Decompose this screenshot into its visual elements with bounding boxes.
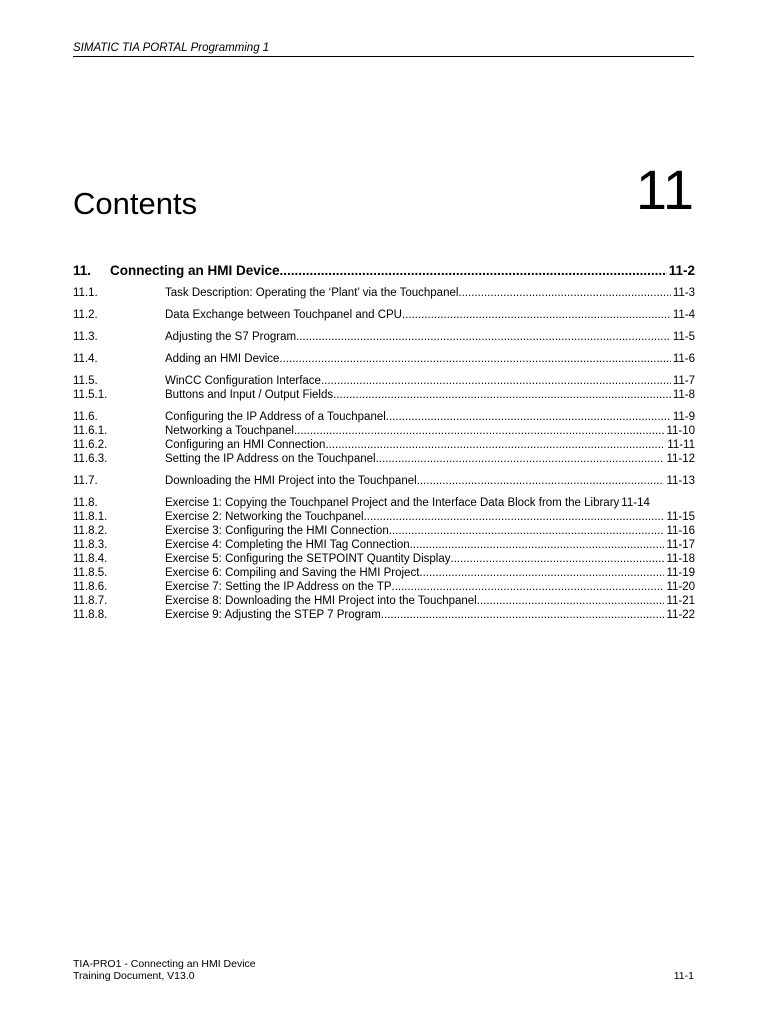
toc-number: 11.8.8. — [73, 609, 108, 621]
footer-left — [73, 958, 256, 982]
toc-number: 11.6.3. — [73, 453, 108, 465]
toc-leader — [364, 510, 665, 524]
toc-entry — [73, 424, 695, 438]
toc-leader — [419, 566, 664, 580]
toc-leader — [392, 580, 665, 594]
toc-entry — [73, 524, 695, 538]
toc-entry — [73, 388, 695, 402]
toc-page: 11-19 — [666, 567, 695, 579]
toc-number: 11.8.5. — [73, 567, 108, 579]
toc-number: 11.8.2. — [73, 525, 108, 537]
toc-entry — [73, 552, 695, 566]
toc-entry — [73, 352, 695, 366]
toc-leader — [381, 608, 665, 622]
toc-number: 11.5. — [73, 375, 98, 387]
toc-leader — [376, 452, 665, 466]
toc-number: 11.8.3. — [73, 539, 108, 551]
toc-page: 11-22 — [666, 609, 695, 621]
toc-page: 11-2 — [668, 263, 695, 278]
toc-page: 11-11 — [667, 439, 695, 451]
toc-number: 11.8.4. — [73, 553, 108, 565]
toc-title: Exercise 3: Configuring the HMI Connection — [165, 525, 389, 537]
toc-page: 11-13 — [666, 475, 695, 487]
toc-main-entry — [73, 262, 695, 280]
toc-leader — [386, 410, 671, 424]
toc-number: 11. — [73, 263, 92, 278]
toc-entry — [73, 308, 695, 322]
toc-title: Adjusting the S7 Program — [165, 331, 297, 343]
toc-entry — [73, 452, 695, 466]
toc-number: 11.8.7. — [73, 595, 108, 607]
toc-number: 11.5.1. — [73, 389, 108, 401]
toc-entry — [73, 330, 695, 344]
toc-leader — [294, 424, 665, 438]
toc-number: 11.6.2. — [73, 439, 108, 451]
toc-title: Task Description: Operating the ‘Plant’ via the Touchpanel — [165, 287, 459, 299]
footer-doc: Training Document, V13.0 — [73, 970, 195, 982]
toc-page: 11-15 — [666, 511, 695, 523]
header-rule — [73, 56, 694, 57]
toc-title: Configuring the IP Address of a Touchpanel — [165, 411, 386, 423]
table-of-contents — [73, 262, 695, 622]
toc-entry — [73, 286, 695, 300]
toc-page: 11-7 — [672, 375, 695, 387]
toc-page: 11-9 — [672, 411, 695, 423]
toc-leader — [451, 552, 665, 566]
toc-page: 11-18 — [666, 553, 695, 565]
toc-title: Setting the IP Address on the Touchpanel — [165, 453, 376, 465]
toc-leader — [279, 352, 670, 366]
toc-page: 11-10 — [666, 425, 695, 437]
toc-title: Adding an HMI Device — [165, 353, 280, 365]
toc-leader — [458, 286, 670, 300]
toc-page: 11-8 — [672, 389, 695, 401]
toc-leader — [477, 594, 665, 608]
toc-page: 11-17 — [666, 539, 695, 551]
toc-entry — [73, 496, 695, 510]
toc-title: Configuring an HMI Connection — [165, 439, 326, 451]
toc-page: 11-5 — [672, 331, 695, 343]
page-title: Contents — [73, 186, 198, 221]
toc-leader — [410, 538, 665, 552]
toc-page: 11-16 — [666, 525, 695, 537]
toc-entry — [73, 474, 695, 488]
toc-title: Exercise 6: Compiling and Saving the HMI Project — [165, 567, 420, 579]
toc-number: 11.1. — [73, 287, 98, 299]
toc-number: 11.8. — [73, 497, 98, 509]
toc-page: 11-4 — [672, 309, 695, 321]
toc-page: 11-20 — [666, 581, 695, 593]
running-header: SIMATIC TIA PORTAL Programming 1 — [73, 42, 270, 54]
toc-page: 11-6 — [672, 353, 695, 365]
toc-title: Networking a Touchpanel — [165, 425, 294, 437]
toc-entry — [73, 580, 695, 594]
toc-number: 11.8.6. — [73, 581, 108, 593]
toc-leader — [325, 438, 665, 452]
toc-number: 11.6.1. — [73, 425, 108, 437]
toc-entry — [73, 510, 695, 524]
toc-title: Exercise 4: Completing the HMI Tag Connection — [165, 539, 410, 551]
toc-leader — [321, 374, 671, 388]
toc-leader — [417, 474, 665, 488]
toc-title: Exercise 7: Setting the IP Address on the TP — [165, 581, 392, 593]
toc-page: 11-3 — [672, 287, 695, 299]
toc-entry — [73, 438, 695, 452]
toc-number: 11.6. — [73, 411, 98, 423]
toc-number: 11.4. — [73, 353, 98, 365]
toc-page: 11-21 — [666, 595, 695, 607]
toc-leader — [280, 262, 667, 280]
toc-title: Exercise 2: Networking the Touchpanel — [165, 511, 364, 523]
toc-entry — [73, 594, 695, 608]
toc-title: Downloading the HMI Project into the Touchpanel — [165, 475, 417, 487]
footer-course: TIA-PRO1 - Connecting an HMI Device — [73, 958, 256, 970]
toc-leader — [333, 388, 671, 402]
toc-title: Exercise 8: Downloading the HMI Project into the Touchpanel — [165, 595, 477, 607]
toc-leader — [296, 330, 671, 344]
toc-title: WinCC Configuration Interface — [165, 375, 321, 387]
toc-title: Exercise 5: Configuring the SETPOINT Quantity Display — [165, 553, 451, 565]
toc-title: Exercise 9: Adjusting the STEP 7 Program — [165, 609, 381, 621]
toc-entry — [73, 374, 695, 388]
chapter-number: 11 — [635, 158, 694, 221]
toc-entry — [73, 566, 695, 580]
toc-title: Buttons and Input / Output Fields — [165, 389, 334, 401]
footer-page-number: 11-1 — [673, 970, 694, 982]
toc-number: 11.7. — [73, 475, 98, 487]
toc-title: Data Exchange between Touchpanel and CPU — [165, 309, 402, 321]
toc-entry — [73, 410, 695, 424]
toc-leader — [402, 308, 671, 322]
toc-title: Exercise 1: Copying the Touchpanel Project and the Interface Data Block from the Library — [165, 497, 620, 509]
toc-entry — [73, 608, 695, 622]
toc-title: Connecting an HMI Device — [110, 263, 280, 278]
toc-page: 11-12 — [666, 453, 695, 465]
toc-number: 11.2. — [73, 309, 98, 321]
toc-page: 11-14 — [621, 497, 650, 509]
toc-entry — [73, 538, 695, 552]
toc-leader — [389, 524, 665, 538]
toc-number: 11.8.1. — [73, 511, 108, 523]
toc-number: 11.3. — [73, 331, 98, 343]
